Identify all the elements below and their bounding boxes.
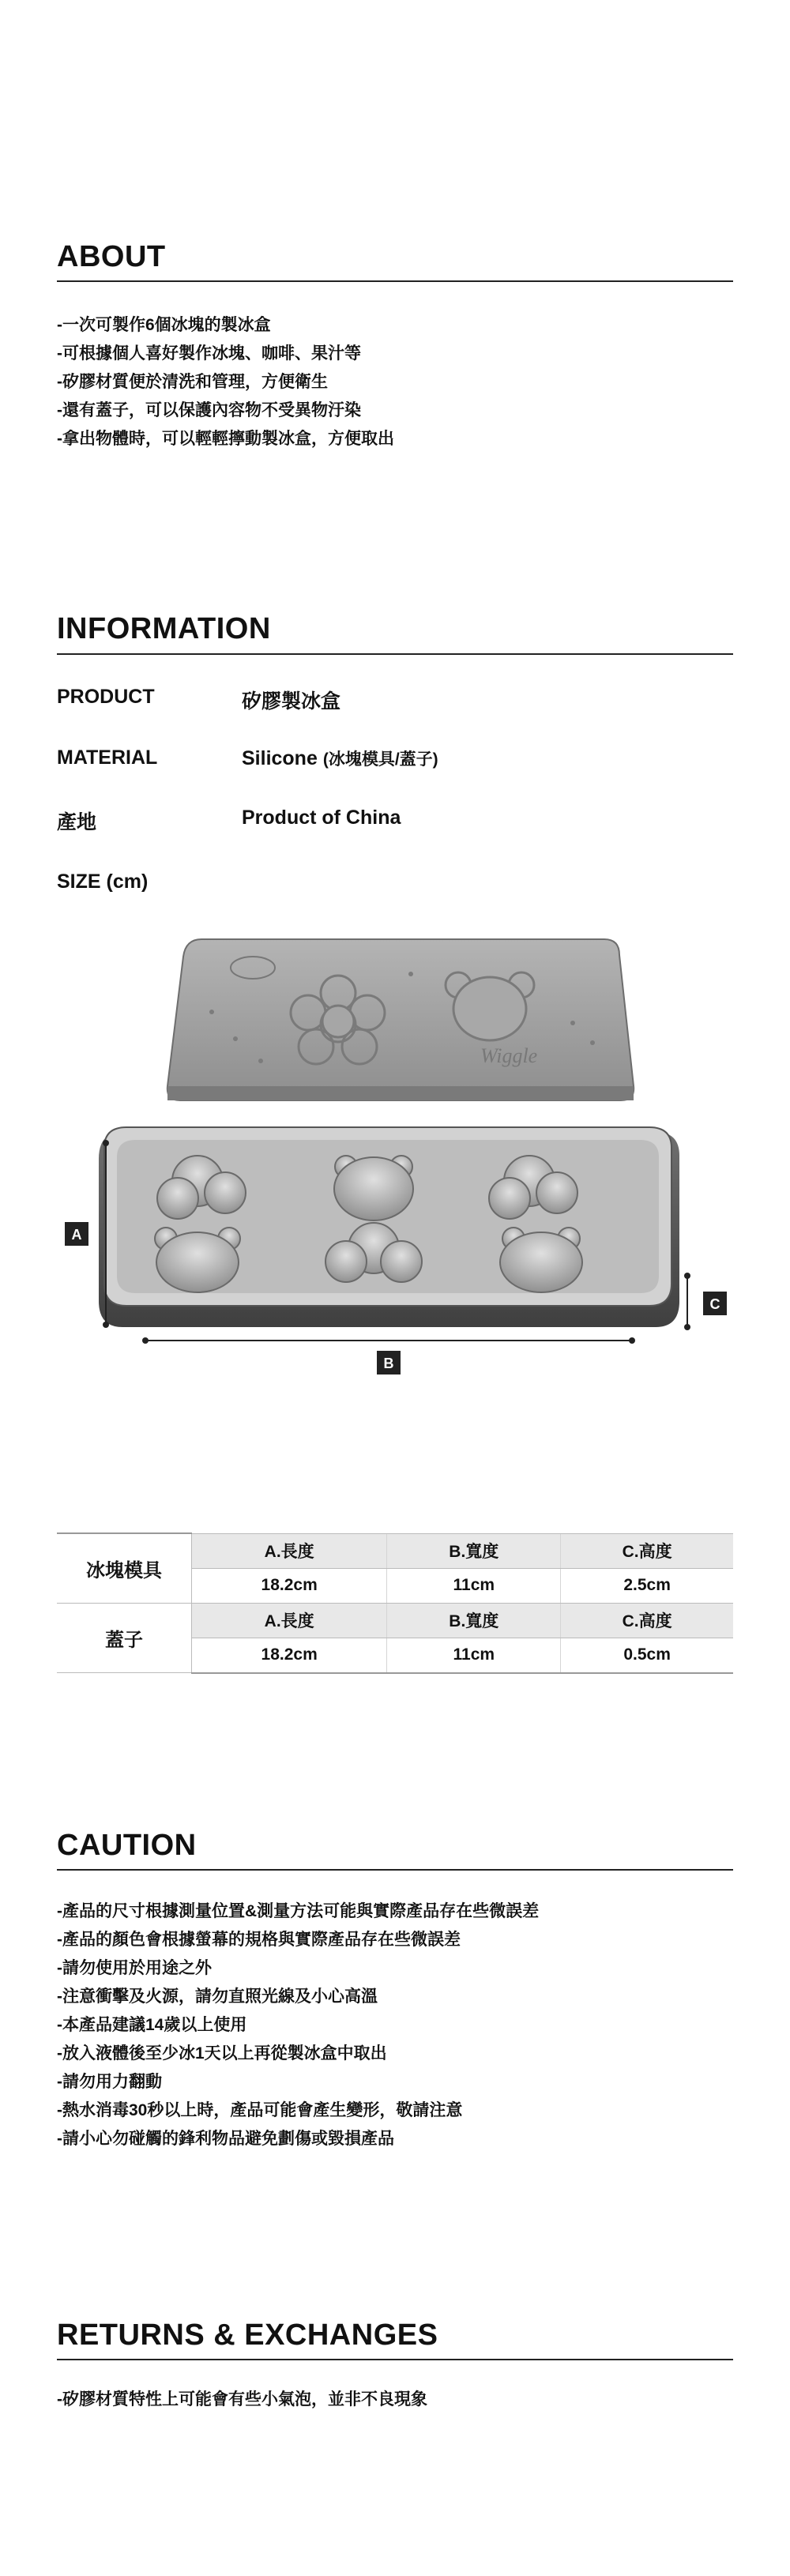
about-title: ABOUT (57, 240, 166, 273)
information-divider (57, 653, 733, 655)
returns-title: RETURNS & EXCHANGES (57, 2318, 438, 2352)
material-note: (冰塊模具/蓋子) (322, 750, 438, 769)
cavity-bear-3 (500, 1228, 582, 1292)
caution-item: -注意衝擊及火源，請勿直照光線及小心高溫 (57, 1987, 378, 2006)
header-length: A.長度 (192, 1533, 387, 1568)
dimension-b (142, 1337, 635, 1374)
label-c: C (709, 1296, 720, 1312)
material-name: Silicone (242, 747, 318, 769)
about-item: -可根據個人喜好製作冰塊、咖啡、果汁等 (57, 344, 361, 363)
header-height: C.高度 (561, 1533, 733, 1568)
header-width: B.寬度 (387, 1533, 561, 1568)
dimension-c (684, 1273, 727, 1330)
caution-item: -產品的顏色會根據螢幕的規格與實際產品存在些微誤差 (57, 1931, 461, 1949)
caution-item: -請勿使用於用途之外 (57, 1959, 212, 1977)
about-divider (57, 280, 733, 282)
caution-title: CAUTION (57, 1829, 197, 1862)
caution-item: -請小心勿碰觸的鋒利物品避免劃傷或毀損產品 (57, 2130, 394, 2148)
label-b: B (383, 1356, 394, 1371)
returns-list (57, 2386, 427, 2414)
value-length: 18.2cm (192, 1568, 387, 1603)
row-name: 冰塊模具 (57, 1533, 192, 1603)
header-length: A.長度 (192, 1603, 387, 1638)
row-name: 蓋子 (57, 1603, 192, 1673)
origin-value: Product of China (242, 807, 401, 829)
returns-item: -矽膠材質特性上可能會有些小氣泡，並非不良現象 (57, 2390, 427, 2409)
value-height: 2.5cm (561, 1568, 733, 1603)
value-width: 11cm (387, 1568, 561, 1603)
product-value: 矽膠製冰盒 (242, 690, 341, 713)
cavity-bear-2 (155, 1228, 240, 1292)
caution-item: -產品的尺寸根據測量位置&測量方法可能與實際產品存在些微誤差 (57, 1902, 540, 1920)
about-list (57, 311, 394, 453)
ice-tray (99, 1127, 679, 1327)
size-label: SIZE (cm) (57, 871, 149, 893)
information-title: INFORMATION (57, 612, 271, 645)
lid-logo: Wiggle (480, 1044, 538, 1067)
about-item: -一次可製作6個冰塊的製冰盒 (57, 316, 271, 334)
header-height: C.高度 (561, 1603, 733, 1638)
table-row (57, 1603, 733, 1638)
lid (167, 939, 634, 1100)
caution-list (57, 1897, 539, 2153)
size-table (57, 1532, 733, 1674)
caution-item: -放入液體後至少冰1天以上再從製冰盒中取出 (57, 2044, 387, 2063)
caution-item: -本產品建議14歲以上使用 (57, 2016, 247, 2034)
about-item: -矽膠材質便於清洗和管理，方便衛生 (57, 373, 328, 391)
caution-divider (57, 1869, 733, 1871)
about-item: -拿出物體時，可以輕輕擰動製冰盒，方便取出 (57, 430, 394, 448)
caution-item: -熱水消毒30秒以上時，產品可能會產生變形，敬請注意 (57, 2101, 463, 2119)
material-value (242, 746, 438, 770)
value-height: 0.5cm (561, 1638, 733, 1673)
value-length: 18.2cm (192, 1638, 387, 1673)
value-width: 11cm (387, 1638, 561, 1673)
table-row (57, 1533, 733, 1568)
caution-item: -請勿用力翻動 (57, 2073, 162, 2091)
returns-divider (57, 2359, 733, 2360)
about-item: -還有蓋子，可以保護內容物不受異物汙染 (57, 401, 361, 419)
cavity-bear-1 (334, 1156, 413, 1220)
header-width: B.寬度 (387, 1603, 561, 1638)
product-label: PRODUCT (57, 686, 155, 708)
product-diagram (47, 936, 743, 1489)
origin-label: 產地 (57, 811, 97, 833)
material-label: MATERIAL (57, 746, 158, 769)
label-a: A (71, 1227, 82, 1243)
